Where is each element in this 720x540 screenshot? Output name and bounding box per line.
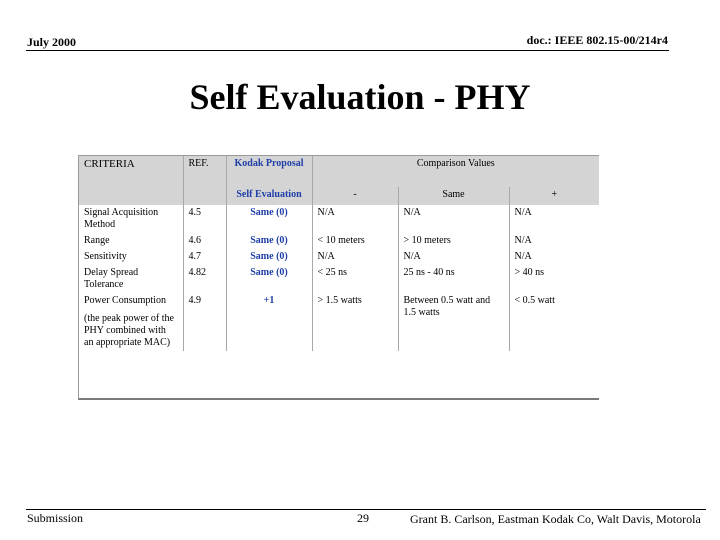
table-row xyxy=(79,293,599,351)
minus-cell: < 25 ns xyxy=(312,265,398,293)
plus-cell: > 40 ns xyxy=(514,267,545,278)
eval-cell: Same (0) xyxy=(226,249,312,265)
minus-cell: N/A xyxy=(312,249,398,265)
plus-cell: N/A xyxy=(514,207,532,218)
minus-cell: < 10 meters xyxy=(312,233,398,249)
same-cell: > 10 meters xyxy=(398,233,509,249)
eval-cell: Same (0) xyxy=(226,205,312,233)
table-row xyxy=(79,233,599,249)
criteria-cell: Range xyxy=(79,233,183,249)
header-minus: - xyxy=(312,187,398,205)
header-comparison: Comparison Values xyxy=(312,156,599,187)
header-plus: + xyxy=(509,187,599,205)
criteria-cell: Sensitivity xyxy=(79,249,183,265)
same-cell: 25 ns - 40 ns xyxy=(398,265,509,293)
same-cell: N/A xyxy=(398,205,509,233)
same-cell: Between 0.5 watt and 1.5 watts xyxy=(398,293,509,351)
header-proposal: Kodak Proposal xyxy=(226,156,312,187)
table-row xyxy=(79,205,599,233)
eval-cell: Same (0) xyxy=(226,233,312,249)
footer-page-number: 29 xyxy=(357,511,369,525)
header-ref: REF. xyxy=(183,156,226,205)
plus-cell: < 0.5 watt xyxy=(514,295,555,306)
criteria-cell: Signal Acquisition Method xyxy=(79,205,183,233)
plus-cell: N/A xyxy=(514,235,532,246)
footer-submission: Submission xyxy=(27,511,84,525)
plus-cell: N/A xyxy=(514,251,532,262)
criteria-cell: Delay Spread Tolerance xyxy=(79,265,183,293)
table-header-row xyxy=(79,156,599,187)
criteria-label: Power Consumption xyxy=(84,295,166,306)
evaluation-table xyxy=(78,155,599,400)
eval-cell: Same (0) xyxy=(226,265,312,293)
same-cell: N/A xyxy=(398,249,509,265)
ref-cell: 4.7 xyxy=(183,249,226,265)
ref-cell: 4.6 xyxy=(183,233,226,249)
eval-cell: +1 xyxy=(226,293,312,351)
header-criteria: CRITERIA xyxy=(79,156,183,205)
slide-title: Self Evaluation - PHY xyxy=(189,77,531,117)
header-doc-id: doc.: IEEE 802.15-00/214r4 xyxy=(526,33,668,47)
ref-cell: 4.9 xyxy=(183,293,226,351)
criteria-note: (the peak power of the PHY combined with an appropriate MAC) xyxy=(84,313,174,348)
header-date: July 2000 xyxy=(27,35,77,49)
table-row xyxy=(79,265,599,293)
minus-cell: N/A xyxy=(312,205,398,233)
ref-cell: 4.82 xyxy=(183,265,226,293)
header-same: Same xyxy=(398,187,509,205)
criteria-cell xyxy=(79,293,183,351)
ref-cell: 4.5 xyxy=(183,205,226,233)
header-divider xyxy=(26,50,669,51)
header-self-evaluation: Self Evaluation xyxy=(226,187,312,205)
footer-divider xyxy=(26,509,706,510)
minus-cell: > 1.5 watts xyxy=(312,293,398,351)
table-row xyxy=(79,249,599,265)
footer-authors: Grant B. Carlson, Eastman Kodak Co, Walt Davis, Motorola xyxy=(410,512,701,526)
